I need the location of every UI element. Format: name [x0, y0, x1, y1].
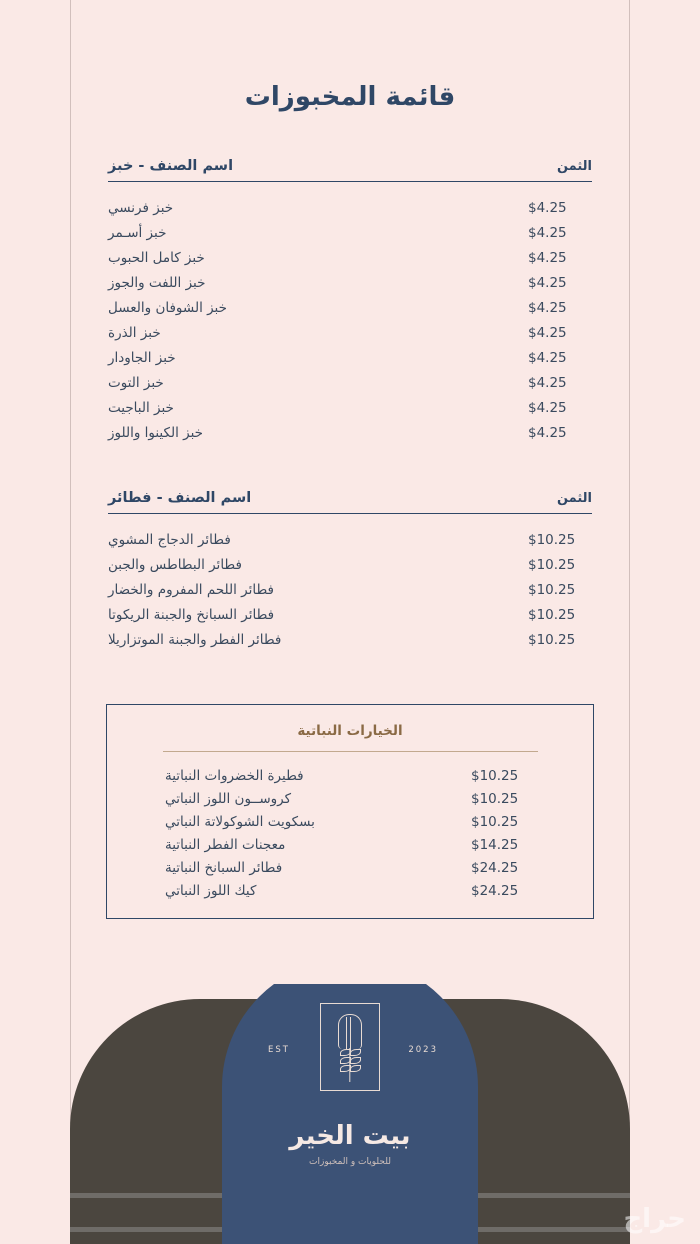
item-name: خبز أسـمر [108, 225, 167, 241]
list-item [165, 837, 535, 853]
item-name: خبز الجاودار [108, 350, 176, 366]
vegetarian-items [165, 768, 535, 899]
list-item [165, 768, 535, 784]
section-bread-items [108, 200, 592, 441]
list-item [108, 400, 592, 416]
est-year: 2023 [408, 1045, 438, 1055]
brand-tagline: للحلويات و المخبوزات [309, 1157, 391, 1167]
item-price: $4.25 [528, 400, 567, 416]
item-price: $10.25 [471, 768, 519, 784]
section-pastries-header [108, 490, 592, 514]
list-item [165, 883, 535, 899]
page-title: قائمة المخبوزات [244, 82, 456, 112]
vegetarian-options-box [106, 704, 594, 919]
item-name: خبز التوت [108, 375, 164, 391]
list-item [108, 325, 592, 341]
section-bread-price-label: الثمن [556, 159, 592, 174]
item-name: فطائر الفطر والجبنة الموتزاريلا [108, 632, 282, 648]
item-price: $10.25 [528, 582, 576, 598]
item-name: فطائر السبانخ النباتية [165, 860, 283, 876]
item-price: $4.25 [528, 425, 567, 441]
footer-photo-band [0, 984, 700, 1244]
section-bread [108, 158, 592, 450]
wheat-leaf-icon [350, 1065, 361, 1072]
section-pastries [108, 490, 592, 657]
item-price: $4.25 [528, 200, 567, 216]
item-name: خبز الذرة [108, 325, 161, 341]
item-price: $10.25 [528, 557, 576, 573]
item-name: فطائر البطاطس والجبن [108, 557, 242, 573]
item-name: كروســون اللوز النباتي [165, 791, 292, 807]
section-pastries-items [108, 532, 592, 648]
item-price: $4.25 [528, 275, 567, 291]
item-price: $14.25 [471, 837, 519, 853]
item-price: $24.25 [471, 860, 519, 876]
item-price: $10.25 [528, 632, 576, 648]
item-name: فطائر اللحم المفروم والخضار [108, 582, 275, 598]
item-price: $10.25 [528, 532, 576, 548]
list-item [108, 557, 592, 573]
item-name: خبز فرنسي [108, 200, 174, 216]
item-name: بسكويت الشوكولاتة النباتي [165, 814, 315, 830]
item-price: $4.25 [528, 225, 567, 241]
section-pastries-category-label: اسم الصنف - فطائر [108, 490, 252, 506]
list-item [108, 200, 592, 216]
item-name: فطيرة الخضروات النباتية [165, 768, 304, 784]
item-price: $10.25 [471, 814, 519, 830]
item-price: $4.25 [528, 250, 567, 266]
whisk-icon [338, 1014, 362, 1049]
list-item [165, 814, 535, 830]
item-price: $4.25 [528, 375, 567, 391]
brand-name: بيت الخير [289, 1121, 411, 1151]
list-item [108, 250, 592, 266]
section-pastries-price-label: الثمن [556, 491, 592, 506]
section-bread-header [108, 158, 592, 182]
brand-badge [222, 984, 478, 1244]
logo-frame [320, 1003, 380, 1091]
list-item [108, 275, 592, 291]
item-price: $4.25 [528, 325, 567, 341]
item-name: خبز الباجيت [108, 400, 174, 416]
list-item [108, 532, 592, 548]
vegetarian-title: الخيارات النباتية [297, 723, 403, 739]
watermark: حراج [623, 1204, 686, 1234]
item-name: فطائر السبانخ والجبنة الريكوتا [108, 607, 275, 623]
item-price: $10.25 [528, 607, 576, 623]
item-price: $4.25 [528, 300, 567, 316]
list-item [108, 582, 592, 598]
list-item [165, 791, 535, 807]
item-price: $10.25 [471, 791, 519, 807]
item-name: كيك اللوز النباتي [165, 883, 257, 899]
item-price: $24.25 [471, 883, 519, 899]
list-item [108, 632, 592, 648]
est-label: EST [268, 1045, 290, 1055]
item-name: خبز الكينوا واللوز [108, 425, 203, 441]
list-item [108, 350, 592, 366]
list-item [108, 375, 592, 391]
wheat-leaf-icon [350, 1049, 361, 1056]
section-bread-category-label: اسم الصنف - خبز [108, 158, 234, 174]
item-name: فطائر الدجاج المشوي [108, 532, 231, 548]
list-item [108, 425, 592, 441]
item-name: معجنات الفطر النباتية [165, 837, 286, 853]
item-price: $4.25 [528, 350, 567, 366]
list-item [108, 300, 592, 316]
list-item [165, 860, 535, 876]
wheat-leaf-icon [350, 1057, 361, 1064]
vegetarian-divider [163, 751, 538, 752]
item-name: خبز الشوفان والعسل [108, 300, 227, 316]
list-item [108, 225, 592, 241]
list-item [108, 607, 592, 623]
item-name: خبز اللفت والجوز [108, 275, 206, 291]
item-name: خبز كامل الحبوب [108, 250, 205, 266]
